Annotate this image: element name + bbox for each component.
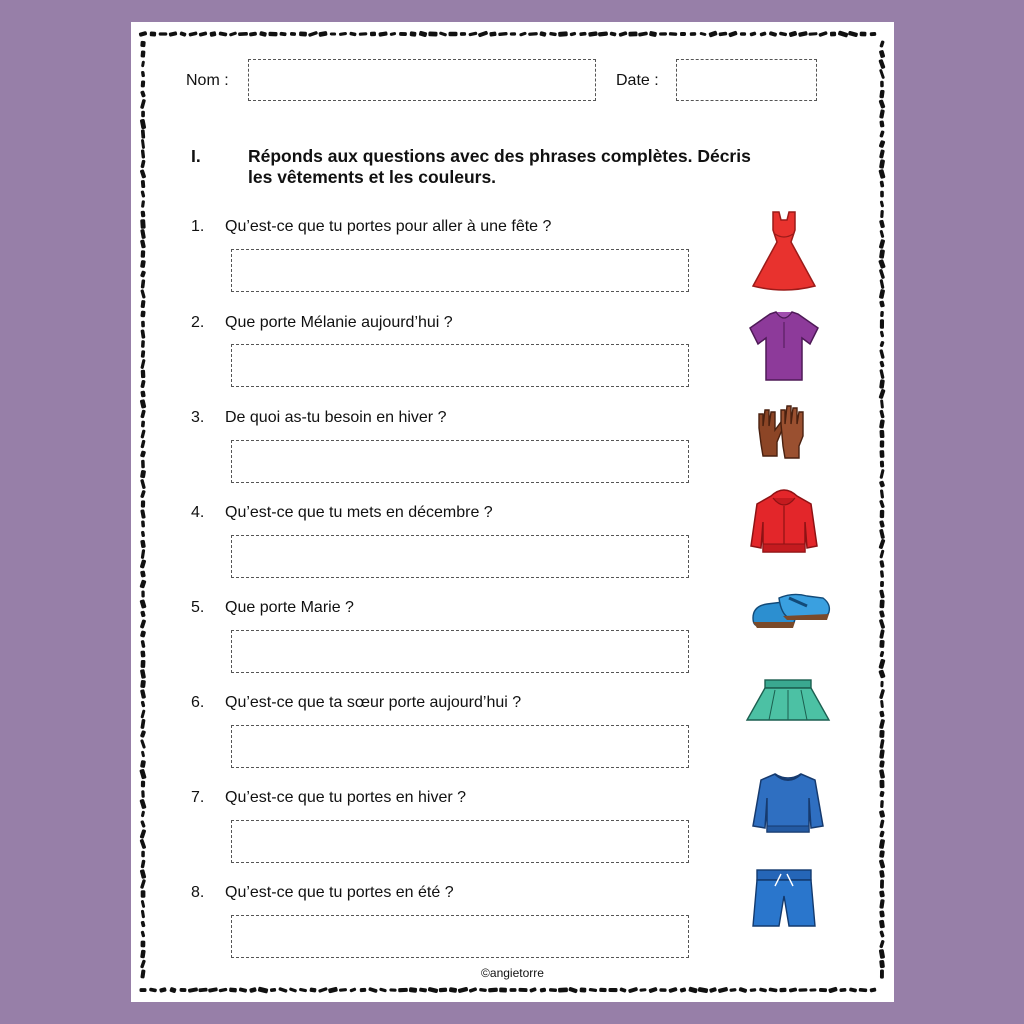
name-field[interactable] (248, 59, 596, 101)
purple-blouse-icon (746, 308, 822, 384)
name-label: Nom : (186, 72, 229, 89)
blue-shoes-icon (749, 584, 833, 634)
question-2-number: 2. (191, 314, 205, 331)
question-4-number: 4. (191, 504, 205, 521)
answer-4-field[interactable] (231, 535, 689, 578)
question-6-text: Qu’est-ce que ta sœur porte aujourd’hui ? (225, 694, 522, 711)
question-3-text: De quoi as-tu besoin en hiver ? (225, 409, 447, 426)
instruction-line-2: les vêtements et les couleurs. (248, 167, 497, 187)
teal-skirt-icon (745, 676, 831, 726)
section-numeral: I. (191, 146, 201, 166)
answer-7-field[interactable] (231, 820, 689, 863)
question-8-number: 8. (191, 884, 205, 901)
brown-gloves-icon (751, 402, 811, 462)
copyright-text: ©angietorre (481, 966, 544, 980)
blue-sweater-icon (749, 768, 827, 838)
question-6-number: 6. (191, 694, 205, 711)
question-1-text: Qu’est-ce que tu portes pour aller à une fête ? (225, 218, 552, 235)
worksheet-page (131, 22, 894, 1002)
red-hoodie-icon (749, 486, 819, 558)
question-4-text: Qu’est-ce que tu mets en décembre ? (225, 504, 493, 521)
answer-3-field[interactable] (231, 440, 689, 483)
question-7-number: 7. (191, 789, 205, 806)
answer-1-field[interactable] (231, 249, 689, 292)
answer-8-field[interactable] (231, 915, 689, 958)
instruction-line-1: Réponds aux questions avec des phrases complètes. Décris (248, 146, 751, 166)
question-1-number: 1. (191, 218, 205, 235)
date-field[interactable] (676, 59, 817, 101)
blue-shorts-icon (751, 866, 817, 930)
question-5-number: 5. (191, 599, 205, 616)
answer-2-field[interactable] (231, 344, 689, 387)
answer-5-field[interactable] (231, 630, 689, 673)
red-dress-icon (749, 208, 819, 294)
question-3-number: 3. (191, 409, 205, 426)
question-8-text: Qu’est-ce que tu portes en été ? (225, 884, 454, 901)
section-instructions (248, 146, 751, 188)
question-5-text: Que porte Marie ? (225, 599, 354, 616)
answer-6-field[interactable] (231, 725, 689, 768)
question-2-text: Que porte Mélanie aujourd’hui ? (225, 314, 453, 331)
date-label: Date : (616, 72, 659, 89)
question-7-text: Qu’est-ce que tu portes en hiver ? (225, 789, 467, 806)
